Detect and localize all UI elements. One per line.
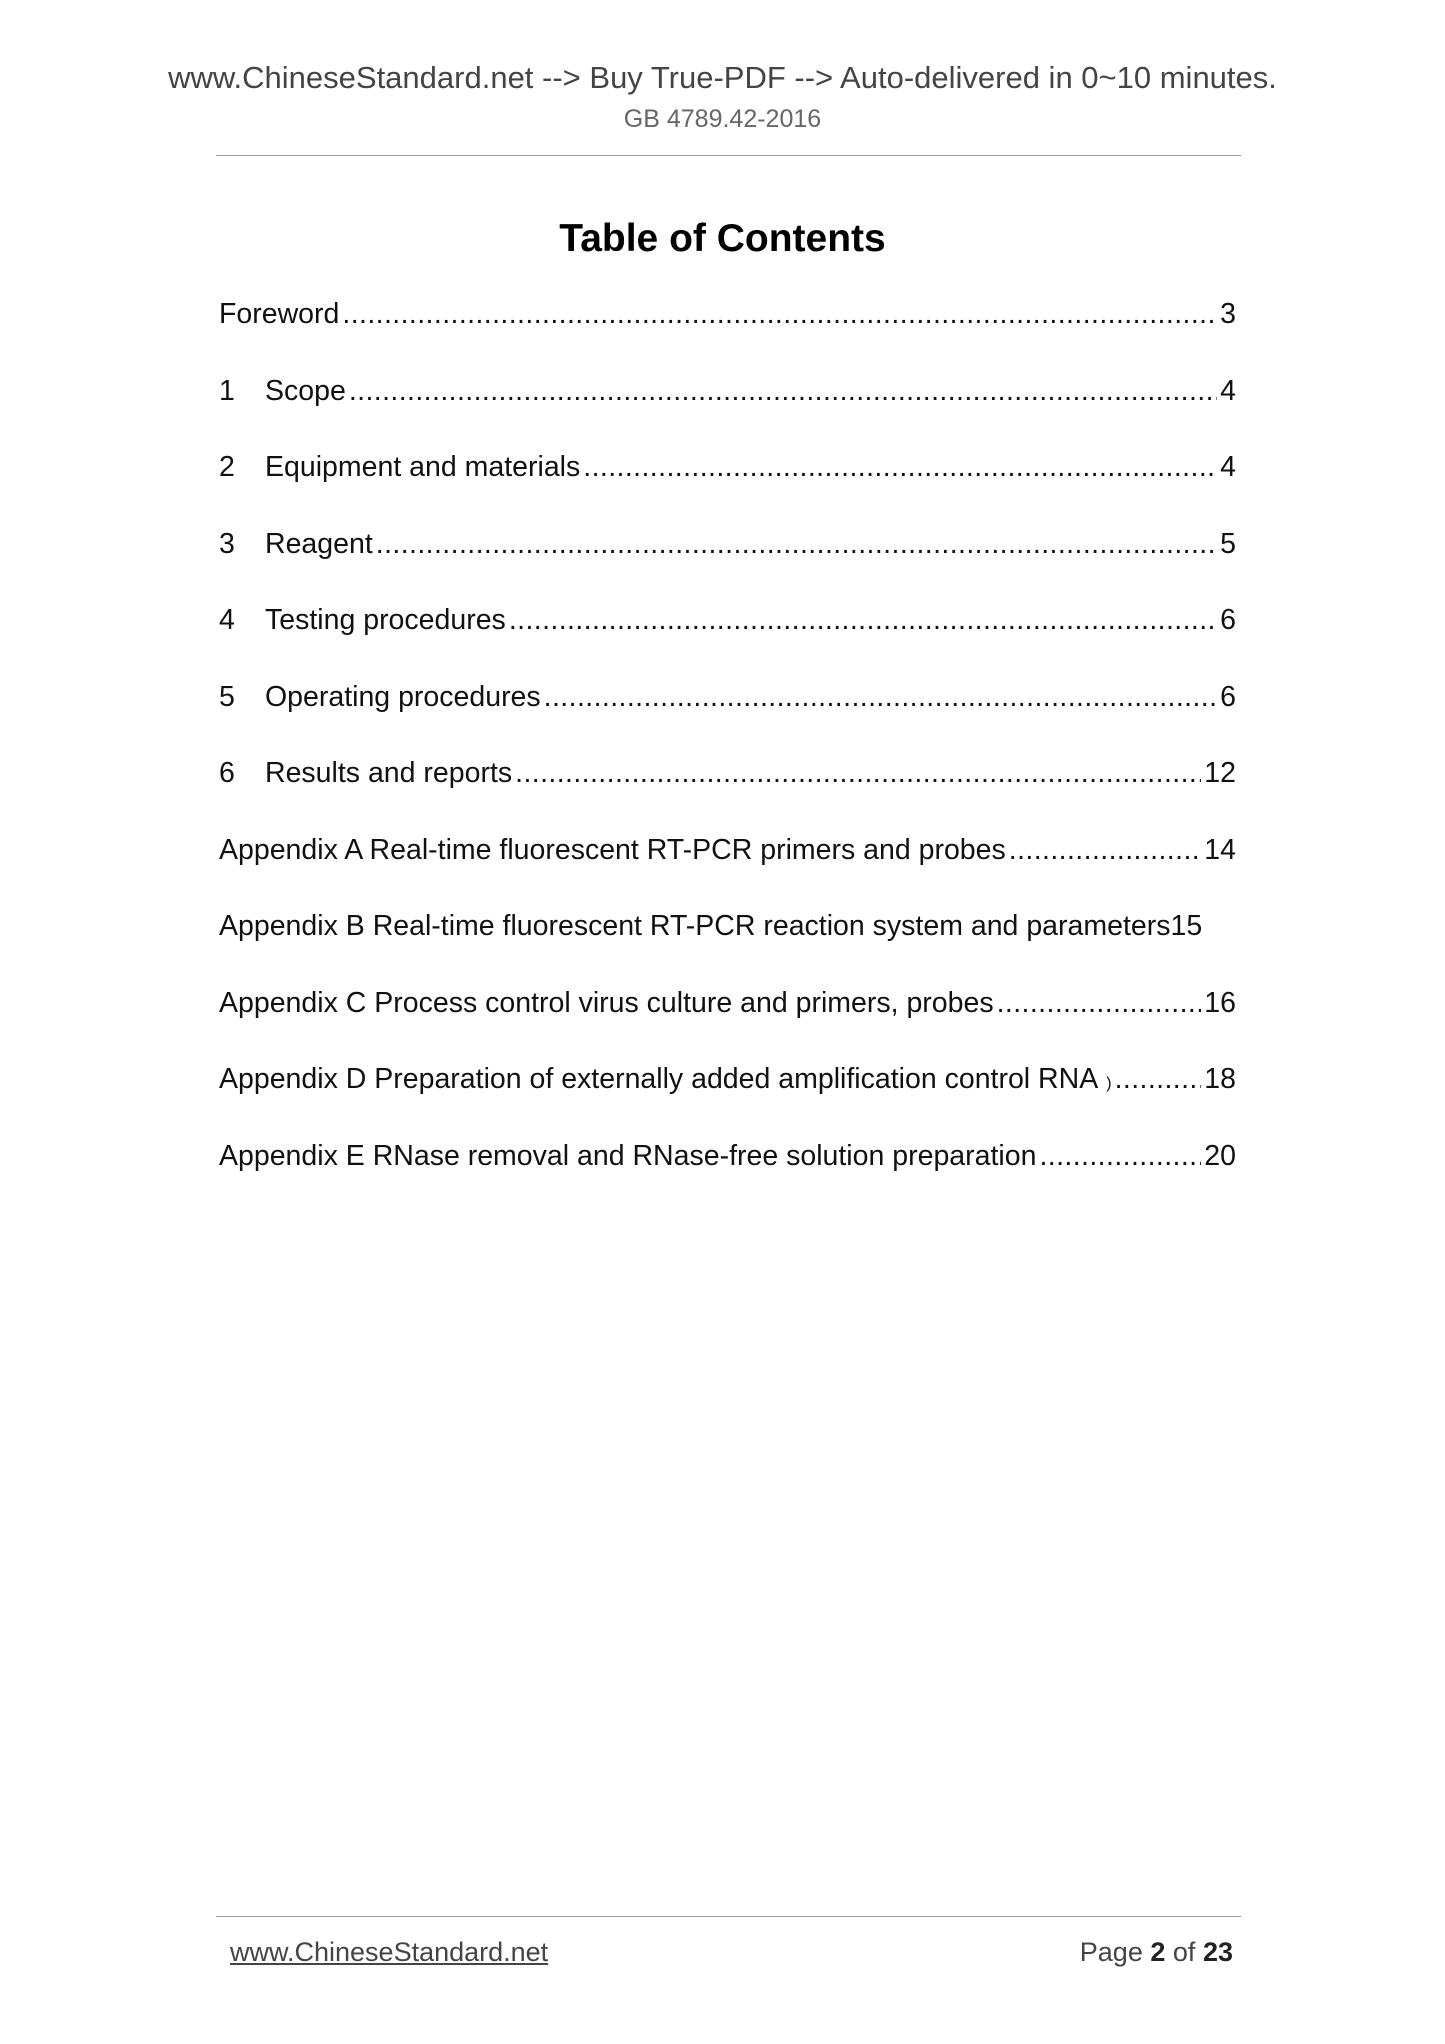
toc-list	[219, 294, 1236, 1212]
toc-entry-scope[interactable]	[219, 371, 1236, 448]
toc-entry-text: Operating procedures	[265, 680, 541, 713]
page-total: 23	[1202, 1937, 1233, 1967]
toc-page-number: 5	[1220, 527, 1236, 560]
toc-section-number: 2	[219, 451, 235, 483]
toc-entry-appendix-e[interactable]	[219, 1136, 1236, 1213]
toc-entry-text: Appendix A Real-time fluorescent RT-PCR primers and probes	[219, 833, 1006, 866]
standard-number: GB 4789.42-2016	[623, 105, 822, 133]
toc-title: Table of Contents	[559, 217, 886, 260]
footer-website-link[interactable]: www.ChineseStandard.net	[230, 1937, 549, 1967]
toc-section-number: 3	[219, 527, 235, 560]
toc-section-number: 5	[219, 680, 235, 713]
page-of: of	[1172, 1937, 1196, 1967]
toc-leader-dots	[349, 371, 1217, 411]
toc-section-number: 1	[219, 374, 235, 407]
toc-leader-dots	[342, 294, 1217, 334]
toc-entry-operating-procedures[interactable]	[219, 677, 1236, 754]
toc-section-number: 6	[219, 757, 235, 789]
footer-page-indicator	[1080, 1934, 1233, 1970]
header-divider	[216, 155, 1241, 156]
header-banner: www.ChineseStandard.net --> Buy True-PDF --> Auto-delivered in 0~10 minutes.	[168, 60, 1277, 95]
page-header	[0, 58, 1445, 136]
toc-entry-text: Equipment and materials	[265, 451, 581, 483]
toc-page-number: 18	[1204, 1063, 1236, 1095]
toc-page-number: 4	[1220, 374, 1236, 407]
toc-entry-testing-procedures[interactable]	[219, 600, 1236, 677]
toc-entry-text: Scope	[265, 374, 346, 407]
toc-entry-text: Testing procedures	[265, 604, 506, 636]
toc-entry-appendix-b[interactable]	[219, 906, 1236, 983]
toc-page-number: 6	[1220, 680, 1236, 713]
toc-entry-appendix-a[interactable]	[219, 830, 1236, 907]
footer-divider	[216, 1916, 1241, 1917]
toc-page-number: 15	[1170, 910, 1203, 942]
toc-entry-foreword[interactable]	[219, 294, 1236, 371]
toc-entry-appendix-d[interactable]	[219, 1059, 1236, 1136]
toc-entry-results-and-reports[interactable]	[219, 753, 1236, 830]
toc-leader-dots	[1039, 1136, 1201, 1176]
toc-leader-dots	[1009, 830, 1202, 870]
toc-entry-text: Appendix B Real-time fluorescent RT-PCR reaction system and parameters	[219, 910, 1171, 942]
toc-entry-reagent[interactable]	[219, 524, 1236, 601]
toc-page-number: 16	[1204, 986, 1236, 1019]
toc-leader-dots	[544, 677, 1217, 717]
toc-entry-equipment[interactable]	[219, 447, 1236, 524]
toc-leader-dots	[509, 600, 1217, 640]
toc-leader-dots	[997, 983, 1202, 1023]
toc-leader-dots	[376, 524, 1217, 564]
toc-page-number: 3	[1220, 298, 1236, 330]
toc-entry-text: Reagent	[265, 527, 373, 560]
toc-leader-dots	[1115, 1059, 1202, 1099]
toc-page-number: 12	[1204, 757, 1236, 789]
toc-page-number: 4	[1220, 451, 1236, 483]
toc-entry-superscript: )	[1106, 1075, 1112, 1092]
toc-entry-text: Results and reports	[265, 757, 513, 789]
toc-page-number: 6	[1220, 604, 1236, 636]
toc-entry-appendix-c[interactable]	[219, 983, 1236, 1060]
toc-entry-text: Appendix D Preparation of externally added amplification control RNA	[219, 1063, 1099, 1095]
page-current: 2	[1150, 1937, 1166, 1967]
toc-entry-text: Appendix E RNase removal and RNase-free solution preparation	[219, 1139, 1037, 1172]
toc-leader-dots	[583, 447, 1217, 487]
page-word: Page	[1079, 1937, 1143, 1967]
toc-section-number: 4	[219, 604, 235, 636]
toc-page-number: 14	[1204, 833, 1236, 866]
toc-entry-text: Appendix C Process control virus culture and primers, probes	[219, 986, 994, 1019]
toc-page-number: 20	[1204, 1139, 1236, 1172]
toc-entry-text: Foreword	[219, 298, 340, 330]
toc-leader-dots	[515, 753, 1201, 793]
